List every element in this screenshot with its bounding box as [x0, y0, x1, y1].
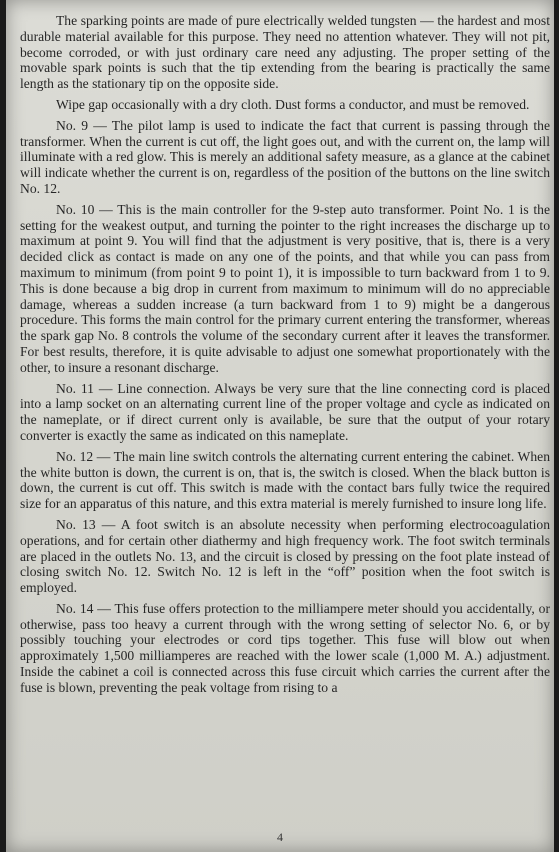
paragraph-wipe-gap: Wipe gap occasionally with a dry cloth. Dust forms a conductor, and must be removed.	[56, 96, 530, 112]
paragraph-spark-points: The sparking points are made of pure electrically welded tungsten — the hardest and most durable material available for this purpose. They need no attention whatever. They will not pit, become corroded, or with just ordinary care need any adjusting. The proper setting of the movable spark points is such that the tip extending from the bearing is practically the same length as the stationary tip on the opposite side.	[20, 13, 550, 92]
paragraph-no-14-fuse: No. 14 — This fuse offers protection to the milliampere meter should you accidentally, or otherwise, pass too heavy a current through with the wrong setting of selector No. 6, or by possibly touching your electrodes or cord tips together. This fuse will blow out when approximately 1,500 milliamperes are reached with the lower scale (1,000 M. A.) adjustment. Inside the cabinet a coil is connected across this fuse circuit which carries the current after the fuse is blown, preventing the peak voltage from rising to a	[20, 600, 550, 695]
paragraph-no-13-foot-switch: No. 13 — A foot switch is an absolute necessity when performing electrocoagulation operations, and for certain other diathermy and high frequency work. The foot switch terminals are placed in the outlets No. 13, and the circuit is closed by pressing on the foot plate instead of closing switch No. 12. Switch No. 12 is left in the “off” position when the foot switch is employed.	[20, 516, 550, 596]
paragraph-no-11-line-connection: No. 11 — Line connection. Always be very sure that the line connecting cord is placed into a lamp socket on an alternating current line of the proper voltage and cycle as indicated on the nameplate, or if direct current only is available, be sure that the output of your rotary converter is exactly the same as indicated on this nameplate.	[20, 380, 550, 443]
document-page	[6, 0, 554, 852]
paragraph-no-9-pilot-lamp: No. 9 — The pilot lamp is used to indicate the fact that current is passing through the transformer. When the current is cut off, the light goes out, and with the current on, the lamp will illuminate with a red glow. This is merely an additional safety measure, as a glance at the cabinet will indicate whether the current is on, regardless of the position of the buttons on the line switch No. 12.	[20, 117, 550, 196]
body-text	[20, 13, 550, 701]
paragraph-no-10-controller: No. 10 — This is the main controller for the 9-step auto transformer. Point No. 1 is the setting for the weakest output, and turning the pointer to the right increases the discharge up to maximum at point 9. You will find that the adjustment is very positive, that is, there is a very decided click as contact is made on any one of the points, and that while you can pass from maximum to minimum (from point 9 to point 1), it is impossible to turn backward from 1 to 9. This is done because a big drop in current from maximum to minimum will do no appreciable damage, whereas a sudden increase (a turn backward from 1 to 9) might be a dangerous procedure. This forms the main control for the primary current entering the transformer, whereas the spark gap No. 8 controls the volume of the secondary current after it leaves the transformer. For best results, therefore, it is quite advisable to adjust one somewhat proportionately with the other, to insure a resonant discharge.	[20, 201, 550, 375]
paragraph-no-12-line-switch: No. 12 — The main line switch controls the alternating current entering the cabinet. When the white button is down, the current is on, that is, the switch is closed. When the black button is down, the current is cut off. This switch is made with the contact bars fully twice the required size for an apparatus of this nature, and this extra material is merely furnished to insure long life.	[20, 448, 550, 512]
page-number: 4	[277, 830, 283, 844]
